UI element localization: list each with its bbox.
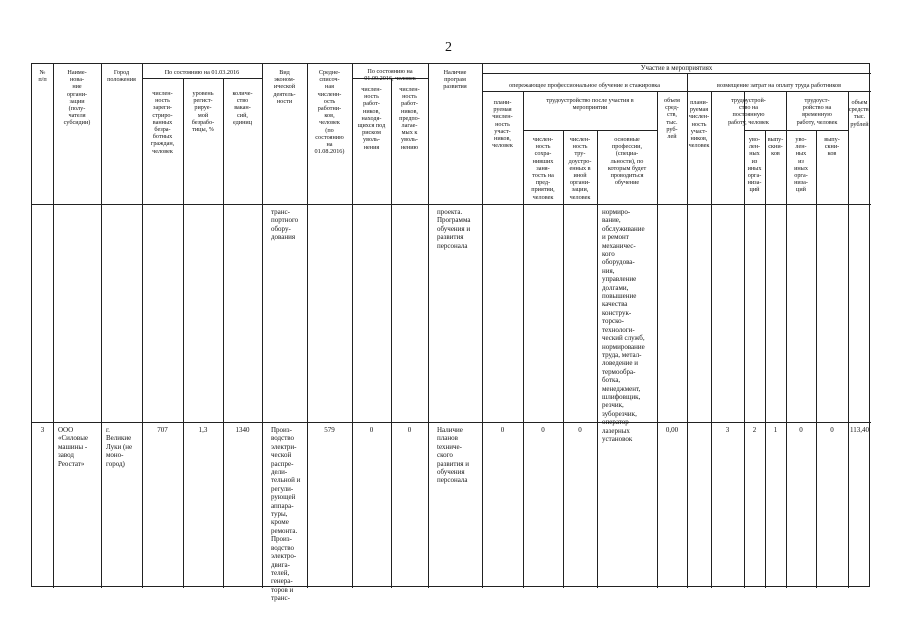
- header-graduates-2: выпу- скни- ков: [824, 136, 840, 158]
- header-participation: Участие в мероприятиях: [640, 65, 713, 72]
- cont-activity: транс- портного обору- дования: [271, 208, 299, 242]
- row3-kept-jobs: 0: [541, 426, 545, 434]
- cont-professions: нормиро- вание, обслуживание и ремонт механичес- кого оборудова- ния, управление долгами, повышение качества конструк- торско- технологи- ческий служб, нормирование труда, метал- ловедение и термообра- ботка, менеджмент, шлифовщик, резчик, зуборезчик, оператор лазерных установок: [602, 208, 645, 443]
- row3-org: ООО «Силовые машины - завод Реостат»: [58, 426, 89, 468]
- rule: [53, 64, 54, 588]
- rule: [765, 130, 766, 588]
- rule: [391, 78, 392, 588]
- header-graduates: выпу- скни- ков: [767, 136, 784, 158]
- rule: [183, 78, 184, 588]
- header-avg-staff: Средне- списоч- ная численн- ость работни- ков, человек (по состоянию на 01.08.2016): [314, 69, 345, 156]
- rule: [32, 422, 871, 423]
- row3-unemployment-level: 1,3: [198, 426, 208, 434]
- cont-programs: проекта. Программа обучения и развития персонала: [437, 208, 471, 250]
- row3-registered: 707: [157, 426, 168, 434]
- header-employment-after: трудоустройство после участия в мероприятии: [546, 97, 634, 112]
- row3-programs: Наличие планов tехниче- ского развития и обучения персонала: [437, 426, 469, 485]
- header-training: опережающее профессиональное обучение и стажировка: [509, 82, 660, 89]
- row3-graduates-2: 0: [830, 426, 834, 434]
- rule: [223, 78, 224, 588]
- row3-dismissed-other: 2: [752, 426, 757, 434]
- row3-funds: 0,00: [665, 426, 679, 434]
- header-funds-2: объем средств, тыс. рублей: [848, 99, 871, 128]
- header-state-0103: По состоянию на 01.03.2016: [164, 69, 240, 76]
- row3-avg-staff: 579: [324, 426, 335, 434]
- page-number: 2: [445, 40, 452, 55]
- header-planned-participants: плани- руемая числен- ность участ- ников, человек: [492, 99, 513, 150]
- header-registered: числен- ность зареги- стриро- ванных безра- ботных граждан, человек: [150, 90, 175, 155]
- row3-other-org: 0: [578, 426, 582, 434]
- row3-risk: 0: [369, 426, 374, 434]
- header-other-org: числен- ность тру- доустро- енных в иной органи- зации, человек: [568, 136, 592, 201]
- header-state-0109: По состоянию на 01.09.2016, человек: [364, 68, 416, 83]
- header-vacancies: количе- ство вакан- сий, единиц: [232, 90, 253, 126]
- rule: [262, 64, 263, 588]
- rule: [597, 130, 598, 588]
- rule: [32, 204, 871, 205]
- rule: [523, 130, 657, 131]
- rule: [142, 78, 262, 79]
- header-compensation: возмещение затрат на оплату труда работников: [716, 82, 842, 89]
- header-dismissed-other: уво- лен- ных из иных орга- низа- ций: [747, 136, 762, 194]
- header-dismissed-other-2: уво- лен- ных из иных орга- низа- ций: [794, 136, 808, 194]
- row3-planned-participants-2: 3: [725, 426, 730, 434]
- row3-activity: Произ- водство электри- ческой распре- дели- тельной и регули- рующей аппара- туры, кроме ремонта. Произ- водство электро- двига- телей, генера- торов и транс-: [271, 426, 301, 603]
- header-org: Наиме- нова- ние органи- зации (полу- чателя субсидии): [63, 69, 91, 127]
- row3-planned-participants: 0: [500, 426, 505, 434]
- row3-vacancies: 1340: [235, 426, 250, 434]
- header-kept-jobs: числен- ность сохра- нивших заня- тость на пред- приятии, человек: [531, 136, 555, 201]
- header-unemployment-level: уровень регист- рируе- мой безрабо- тицы, %: [191, 90, 215, 134]
- rule: [482, 91, 871, 92]
- rule: [816, 130, 817, 588]
- rule: [744, 130, 848, 131]
- rule: [687, 73, 688, 588]
- row3-city: г. Великие Луки (не моно- город): [106, 426, 133, 468]
- row3-planned-dismissal: 0: [407, 426, 412, 434]
- participation-table: [31, 63, 871, 603]
- header-professions: основные профессии, (специа- льности), по которым будет проводиться обучение: [607, 136, 647, 187]
- header-city: Город положения: [107, 69, 136, 84]
- row3-graduates: 1: [773, 426, 778, 434]
- header-permanent: трудоустрой- ство на постоянную работу, человек: [728, 97, 769, 126]
- rule: [657, 91, 658, 588]
- header-risk: числен- ность работ- ников, находя- щихся под риском уволь- нения: [357, 86, 386, 151]
- rule: [101, 64, 102, 588]
- row3-num: 3: [40, 426, 45, 434]
- header-num: № п/п: [38, 69, 47, 84]
- rule: [711, 91, 712, 588]
- rule: [428, 64, 429, 588]
- rule: [482, 73, 871, 74]
- header-activity: Вид эконом- ической деятель- ности: [273, 69, 296, 105]
- header-planned-dismissal: числен- ность работ- ников, предпо- лагае- мых к уволь- нению: [399, 86, 420, 151]
- row3-dismissed-other-2: 0: [799, 426, 803, 434]
- header-planned-participants-2: плани- руемая числен- ность участ- ников, человек: [688, 99, 710, 150]
- header-programs: Наличие програм развития: [443, 69, 467, 91]
- row3-funds-2: 113,40: [850, 426, 869, 434]
- header-temporary: трудоуст- ройство на временную работу, человек: [796, 97, 838, 126]
- rule: [848, 91, 849, 588]
- header-funds: объем сред- ств, тыс. руб- лей: [664, 97, 680, 141]
